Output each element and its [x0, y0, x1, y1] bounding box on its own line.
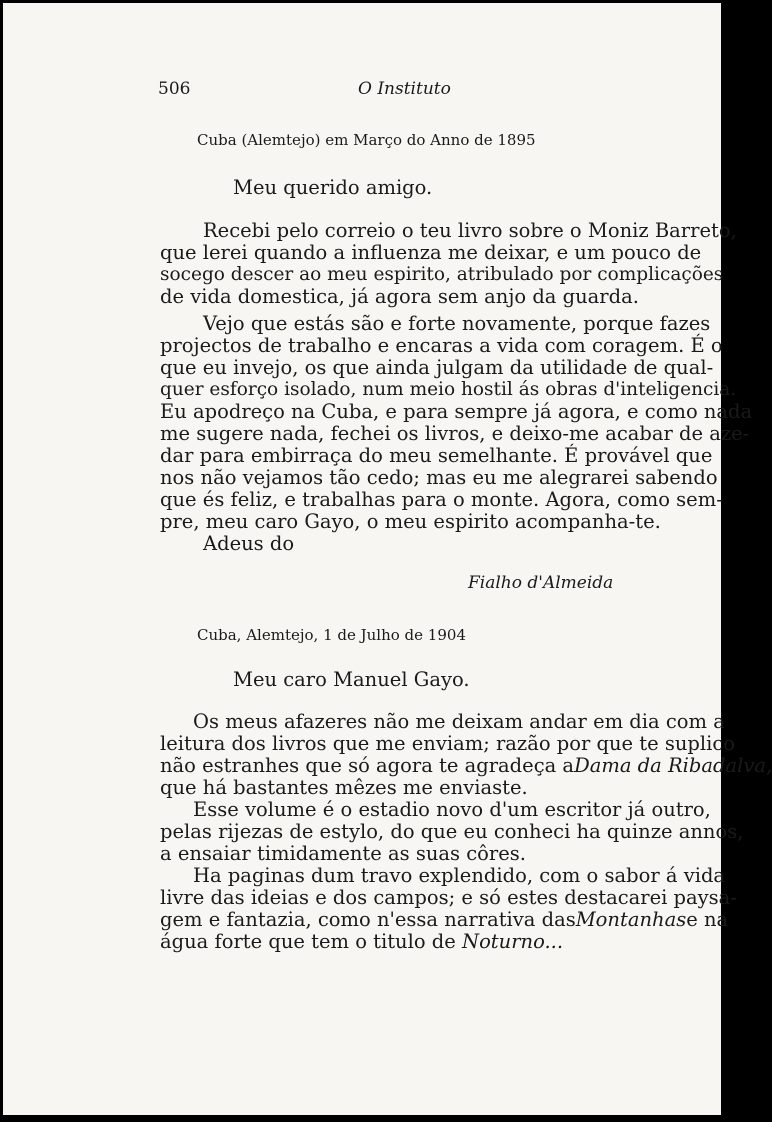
letter1-line: quer esforço isolado, num meio hostil ás obras d'inteligencia.: [160, 379, 737, 400]
letter2-line: que há bastantes mêzes me enviaste.: [160, 776, 528, 799]
letter1-dateline: Cuba (Alemtejo) em Março do Anno de 1895: [197, 131, 536, 149]
page-number: 506: [158, 79, 191, 99]
letter2-line-text: não estranhes que só agora te agradeça a: [160, 754, 575, 777]
letter2-line: Esse volume é o estadio novo d'um escritor já outro,: [193, 798, 711, 821]
letter2-line: [160, 754, 772, 777]
story-title-montanhas: Montanhas: [575, 908, 687, 931]
letter2-line-text: gem e fantazia, como n'essa narrativa das: [160, 908, 576, 931]
letter1-line: projectos de trabalho e encaras a vida com coragem. É o: [160, 334, 723, 357]
running-head: [3, 79, 721, 103]
letter1-line: Adeus do: [203, 532, 295, 555]
running-title: O Instituto: [358, 79, 451, 99]
letter2-line: pelas rijezas de estylo, do que eu conheci ha quinze annos,: [160, 820, 744, 843]
letter1-line: dar para embirraça do meu semelhante. É provável que: [160, 444, 713, 467]
story-title-noturno: Noturno...: [462, 930, 564, 953]
letter2-line: Ha paginas dum travo explendido, com o sabor á vida: [193, 864, 726, 887]
letter1-line: Eu apodreço na Cuba, e para sempre já agora, e como nada: [160, 400, 753, 423]
letter1-line: que eu invejo, os que ainda julgam da utilidade de qual-: [160, 356, 714, 379]
letter1-line: Recebi pelo correio o teu livro sobre o Moniz Barreto,: [203, 219, 737, 242]
letter1-line: pre, meu caro Gayo, o meu espirito acompanha-te.: [160, 510, 661, 533]
letter2-line: livre das ideias e dos campos; e só estes destacarei paysa-: [160, 886, 737, 909]
letter2-line-text: água forte que tem o titulo de: [160, 930, 456, 953]
letter1-line: que és feliz, e trabalhas para o monte. Agora, como sem-: [160, 488, 723, 511]
letter2-line: leitura dos livros que me enviam; razão por que te suplico: [160, 732, 736, 755]
letter2-line: [160, 908, 729, 931]
letter2-line: a ensaiar timidamente as suas côres.: [160, 842, 526, 865]
letter1-signature: Fialho d'Almeida: [468, 573, 614, 593]
letter1-line: Vejo que estás são e forte novamente, porque fazes: [203, 312, 711, 335]
letter1-line: me sugere nada, fechei os livros, e deixo-me acabar de aze-: [160, 422, 750, 445]
letter1-line: nos não vejamos tão cedo; mas eu me alegrarei sabendo: [160, 466, 718, 489]
letter2-dateline: Cuba, Alemtejo, 1 de Julho de 1904: [197, 626, 466, 644]
letter2-line-text: e na: [686, 908, 729, 931]
letter1-line: que lerei quando a influenza me deixar, e um pouco de: [160, 241, 702, 264]
book-page: [3, 3, 772, 1115]
letter2-line: Os meus afazeres não me deixam andar em dia com a: [193, 710, 725, 733]
letter2-line: [160, 931, 563, 953]
book-title-dama-da-ribadalva: Dama da Ribadalva,: [574, 754, 772, 777]
letter1-line: de vida domestica, já agora sem anjo da guarda.: [160, 285, 639, 308]
letter2-salutation: Meu caro Manuel Gayo.: [233, 668, 470, 691]
letter1-line: socego descer ao meu espirito, atribulado por complicações: [160, 264, 724, 285]
letter1-salutation: Meu querido amigo.: [233, 176, 433, 199]
